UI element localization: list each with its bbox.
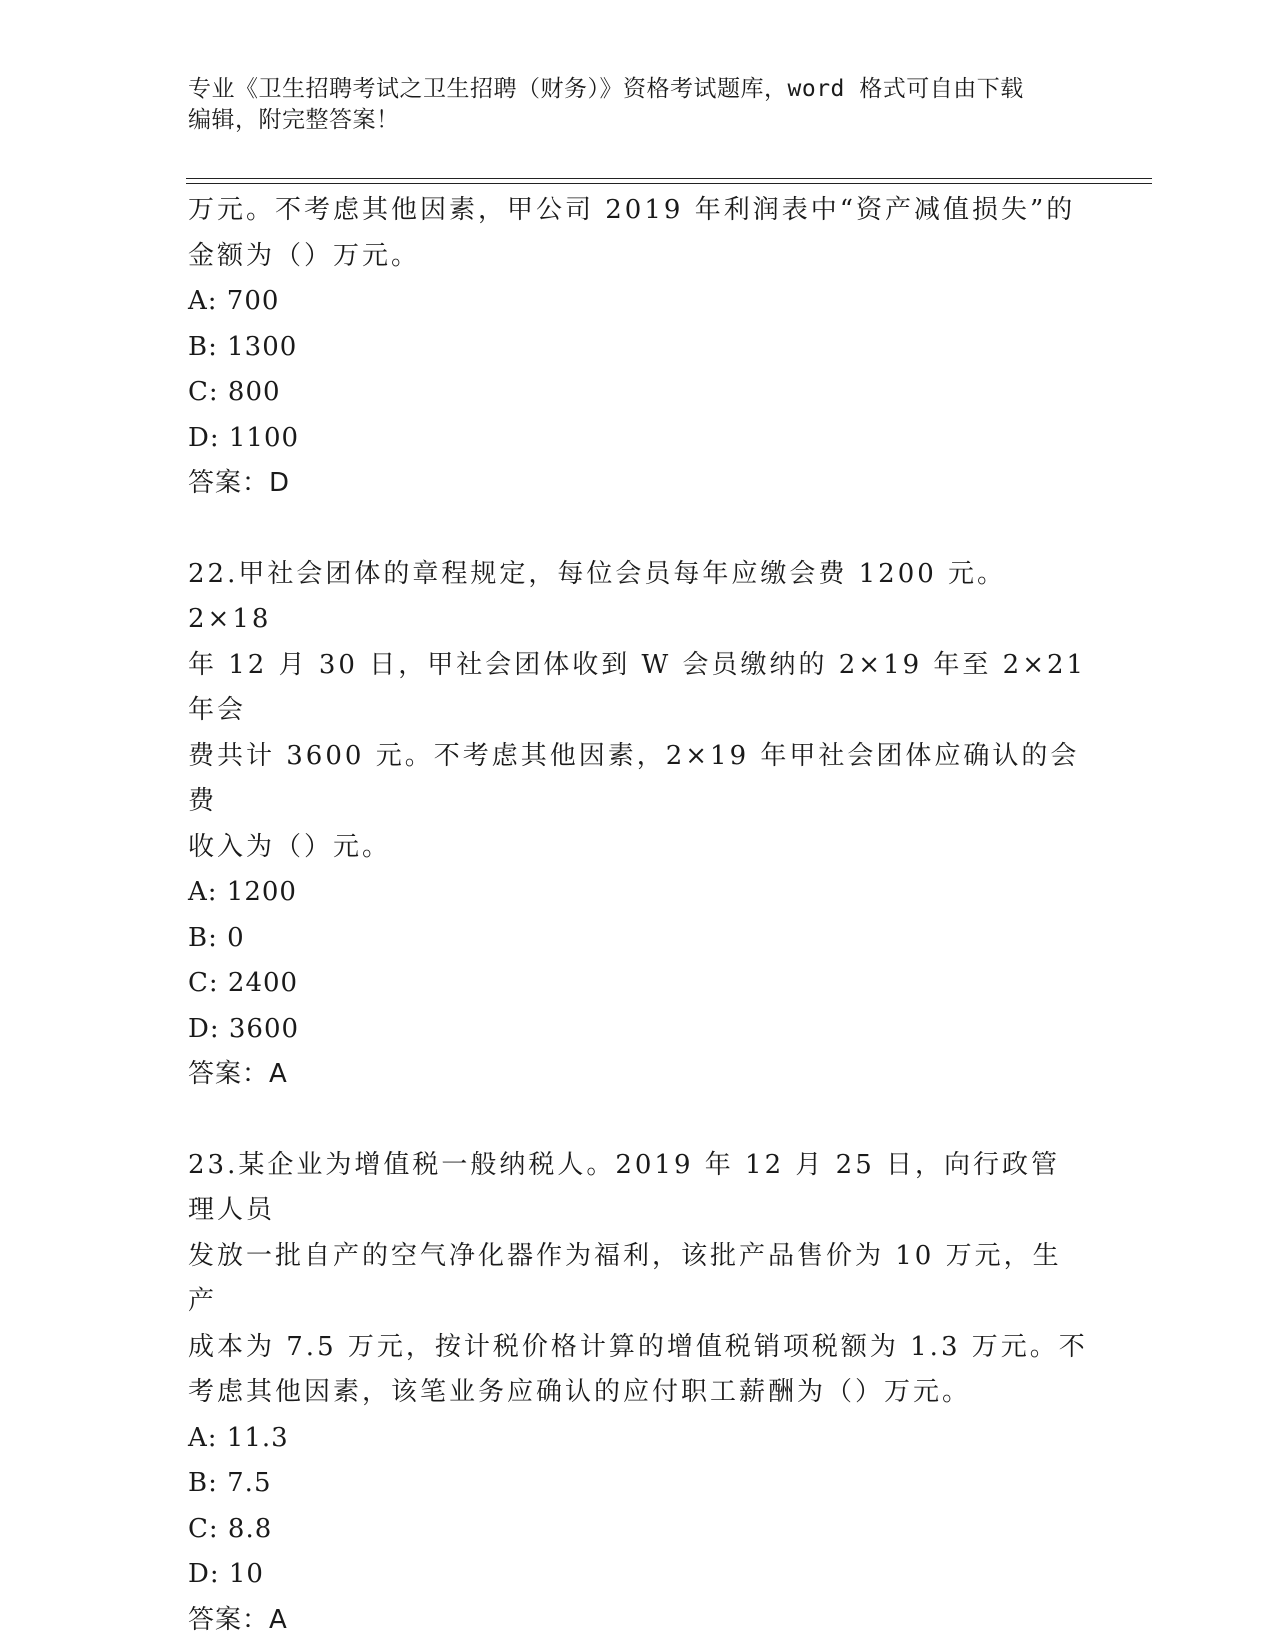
header-line-2: 编辑，附完整答案！ bbox=[188, 107, 400, 133]
option-b: B: 7.5 bbox=[188, 1468, 272, 1498]
option-d: D: 3600 bbox=[188, 1013, 300, 1044]
question-stem-line: 23.某企业为增值税一般纳税人。2019 年 12 月 25 日，向行政管理人员 bbox=[188, 1149, 1061, 1225]
question-stem-line: 费共计 3600 元。不考虑其他因素，2×19 年甲社会团体应确认的会费 bbox=[188, 740, 1080, 816]
option-c: C: 2400 bbox=[188, 968, 299, 998]
question-23 bbox=[188, 1143, 1088, 1644]
header-line-1: 专业《卫生招聘考试之卫生招聘（财务）》资格考试题库，word 格式可自由下载 bbox=[188, 76, 1024, 102]
spacer bbox=[188, 1098, 1088, 1143]
question-stem-line: 22.甲社会团体的章程规定，每位会员每年应缴会费 1200 元。2×18 bbox=[188, 558, 1007, 634]
question-stem-line: 年 12 月 30 日，甲社会团体收到 W 会员缴纳的 2×19 年至 2×21 年会 bbox=[188, 649, 1087, 725]
question-stem-line: 金额为（）万元。 bbox=[188, 240, 421, 271]
option-d: D: 1100 bbox=[188, 422, 300, 453]
page-header bbox=[188, 74, 1068, 136]
header-rule-top bbox=[186, 178, 1152, 179]
spacer bbox=[188, 507, 1088, 552]
answer-line: 答案：A bbox=[188, 1604, 288, 1635]
option-a: A: 11.3 bbox=[188, 1422, 289, 1453]
option-b: B: 0 bbox=[188, 922, 245, 953]
option-a: A: 1200 bbox=[188, 877, 297, 907]
question-stem-line: 发放一批自产的空气净化器作为福利，该批产品售价为 10 万元，生产 bbox=[188, 1240, 1062, 1316]
question-stem-line: 成本为 7.5 万元，按计税价格计算的增值税销项税额为 1.3 万元。不 bbox=[188, 1331, 1088, 1362]
question-stem-line: 考虑其他因素，该笔业务应确认的应付职工薪酬为（）万元。 bbox=[188, 1377, 972, 1407]
option-b: B: 1300 bbox=[188, 331, 298, 362]
question-stem-line: 收入为（）元。 bbox=[188, 831, 392, 862]
document-body bbox=[188, 188, 1088, 1643]
option-a: A: 700 bbox=[188, 286, 280, 316]
option-c: C: 800 bbox=[188, 377, 281, 407]
header-rule-bottom bbox=[186, 183, 1152, 184]
question-21 bbox=[188, 188, 1088, 507]
answer-line: 答案：D bbox=[188, 468, 291, 498]
question-stem-line: 万元。不考虑其他因素，甲公司 2019 年利润表中“资产减值损失”的 bbox=[188, 195, 1076, 225]
answer-line: 答案：A bbox=[188, 1059, 288, 1089]
option-d: D: 10 bbox=[188, 1559, 264, 1589]
question-22 bbox=[188, 552, 1088, 1098]
option-c: C: 8.8 bbox=[188, 1513, 273, 1544]
